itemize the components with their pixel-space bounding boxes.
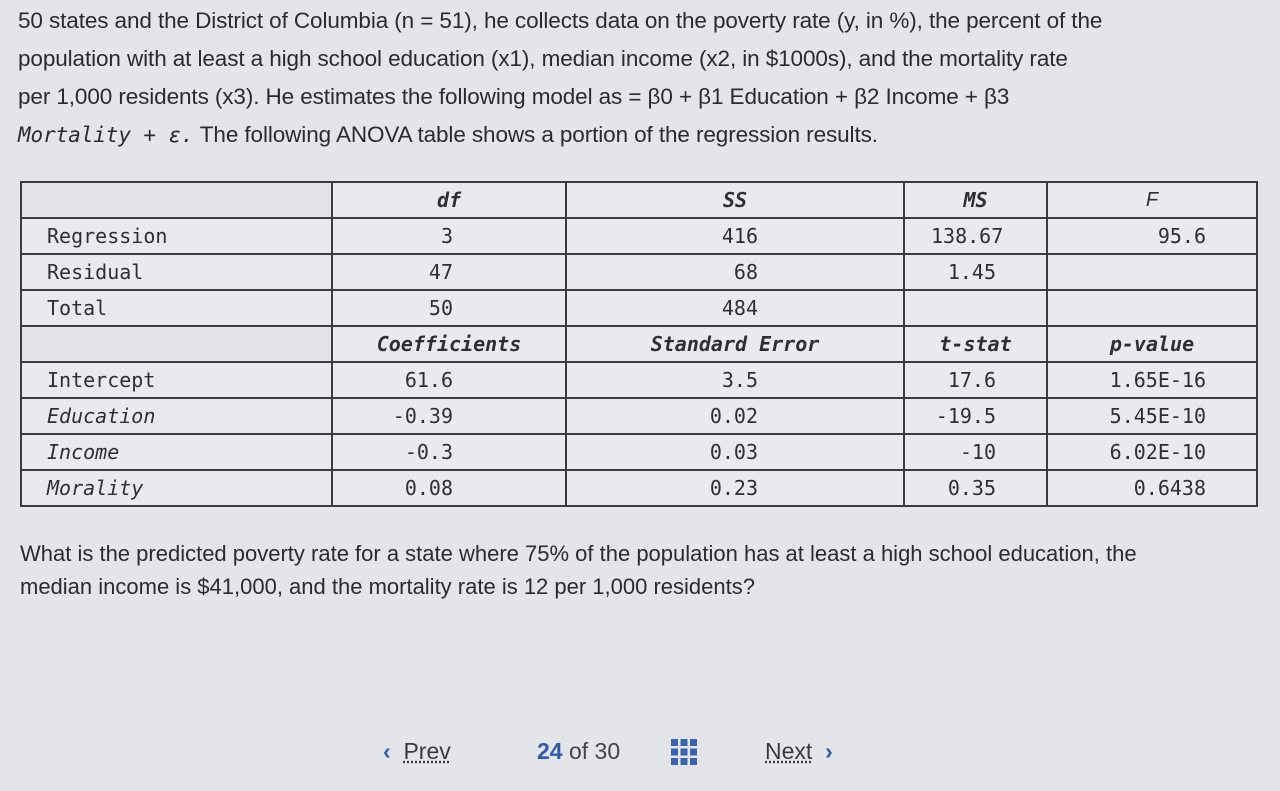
header-p-value: p-value <box>1047 326 1257 362</box>
problem-text <box>18 2 1263 154</box>
question-text: What is the predicted poverty rate for a state where 75% of the population has at least a high school education, the median income is $41,000, and the mortality rate is 12 per 1,000 residents? <box>20 541 1137 599</box>
table-row <box>21 470 1257 506</box>
header-coefficients: Coefficients <box>332 326 566 362</box>
next-label: Next <box>765 738 813 764</box>
total-questions: of 30 <box>568 738 621 764</box>
cell-p-value: 0.6438 <box>1047 470 1257 506</box>
row-label: Income <box>21 434 332 470</box>
header-blank <box>21 326 332 362</box>
problem-line-2: population with at least a high school education (x1), median income (x2, in $1000s), and the mortality rate <box>18 46 1068 71</box>
cell-ms: 1.45 <box>904 254 1047 290</box>
cell-ms: 138.67 <box>904 218 1047 254</box>
cell-t-stat: 17.6 <box>904 362 1047 398</box>
prev-label: Prev <box>403 738 451 764</box>
header-t-stat: t-stat <box>904 326 1047 362</box>
cell-df: 50 <box>332 290 566 326</box>
cell-standard-error: 0.02 <box>566 398 904 434</box>
row-label: Total <box>21 290 332 326</box>
cell-f <box>1047 290 1257 326</box>
cell-coefficient: 61.6 <box>332 362 566 398</box>
current-question-number: 24 <box>537 738 563 764</box>
row-label: Residual <box>21 254 332 290</box>
header-f: F <box>1047 182 1257 218</box>
cell-f <box>1047 254 1257 290</box>
question-navigation <box>0 732 1280 772</box>
header-df: df <box>332 182 566 218</box>
problem-line-3: per 1,000 residents (x3). He estimates the following model as = β0 + β1 Education + β2 Income + β3 <box>18 84 1010 109</box>
cell-coefficient: -0.3 <box>332 434 566 470</box>
coefficients-header-row <box>21 326 1257 362</box>
cell-ss: 416 <box>566 218 904 254</box>
table-row <box>21 398 1257 434</box>
table-row <box>21 290 1257 326</box>
anova-header-row <box>21 182 1257 218</box>
cell-df: 3 <box>332 218 566 254</box>
cell-p-value: 1.65E-16 <box>1047 362 1257 398</box>
cell-ss: 68 <box>566 254 904 290</box>
cell-t-stat: 0.35 <box>904 470 1047 506</box>
cell-f: 95.6 <box>1047 218 1257 254</box>
header-ms: MS <box>904 182 1047 218</box>
cell-p-value: 6.02E-10 <box>1047 434 1257 470</box>
cell-standard-error: 0.23 <box>566 470 904 506</box>
row-label: Regression <box>21 218 332 254</box>
regression-table <box>20 181 1258 507</box>
cell-ms <box>904 290 1047 326</box>
grid-icon[interactable] <box>670 738 698 766</box>
row-label: Morality <box>21 470 332 506</box>
table-row <box>21 362 1257 398</box>
problem-line-4-rest: The following ANOVA table shows a portion of the regression results. <box>193 122 878 147</box>
cell-standard-error: 3.5 <box>566 362 904 398</box>
problem-line-4 <box>18 116 1263 154</box>
cell-coefficient: -0.39 <box>332 398 566 434</box>
table-row <box>21 254 1257 290</box>
cell-t-stat: -10 <box>904 434 1047 470</box>
cell-df: 47 <box>332 254 566 290</box>
cell-standard-error: 0.03 <box>566 434 904 470</box>
question-position <box>537 738 620 765</box>
header-blank <box>21 182 332 218</box>
cell-ss: 484 <box>566 290 904 326</box>
cell-p-value: 5.45E-10 <box>1047 398 1257 434</box>
table-row <box>21 434 1257 470</box>
chevron-right-icon: › <box>825 738 833 764</box>
header-ss: SS <box>566 182 904 218</box>
row-label: Intercept <box>21 362 332 398</box>
table-row <box>21 218 1257 254</box>
problem-line-1: 50 states and the District of Columbia (n = 51), he collects data on the poverty rate (y, in %), the percent of the <box>18 8 1103 33</box>
cell-t-stat: -19.5 <box>904 398 1047 434</box>
next-button[interactable] <box>765 738 833 765</box>
prev-button[interactable] <box>383 738 451 765</box>
row-label: Education <box>21 398 332 434</box>
cell-coefficient: 0.08 <box>332 470 566 506</box>
header-standard-error: Standard Error <box>566 326 904 362</box>
model-term-mortality: Mortality + ε. <box>18 123 194 147</box>
chevron-left-icon: ‹ <box>383 738 391 764</box>
